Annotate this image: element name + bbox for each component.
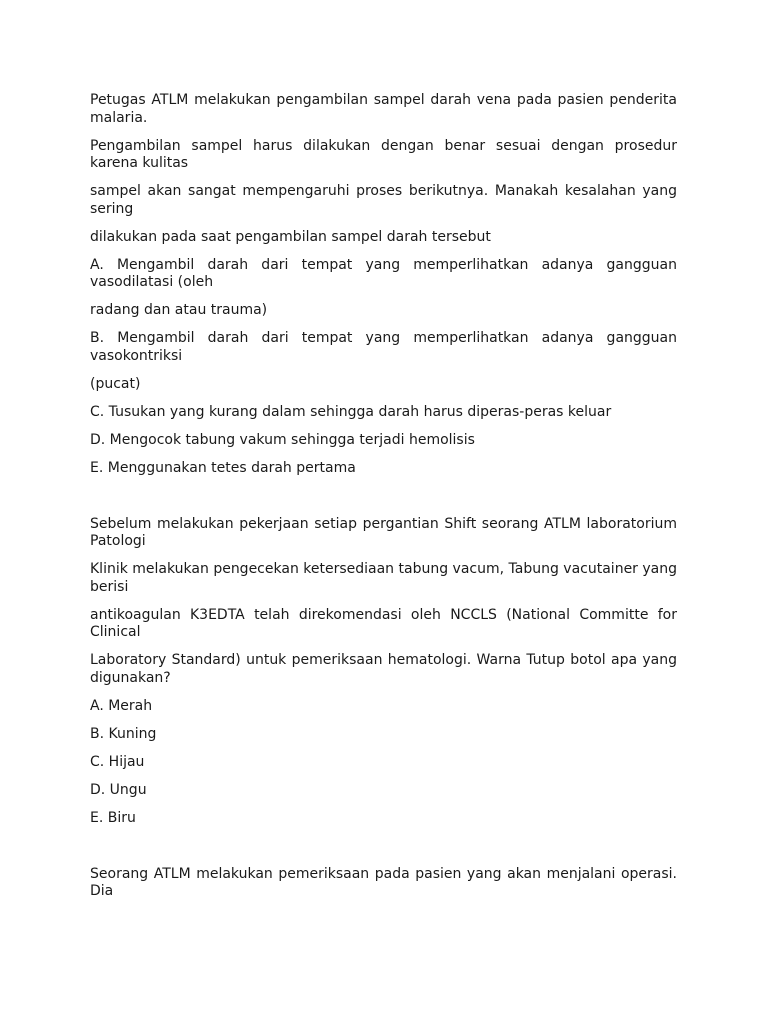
question-2-option-a: A. Merah <box>90 697 153 714</box>
question-1-option-b: B. Mengambil darah dari tempat yang memperlihatkan adanya gangguan vasokontriksi <box>90 330 677 364</box>
question-2-option-c: C. Hijau <box>90 753 145 770</box>
question-2-option-e: E. Biru <box>90 809 136 826</box>
question-1-option-b-cont: (pucat) <box>90 375 141 392</box>
question-2-option-b: B. Kuning <box>90 725 157 742</box>
question-2 <box>90 516 677 828</box>
spacer <box>90 488 677 516</box>
question-3 <box>90 866 677 901</box>
question-2-line-2: Klinik melakukan pengecekan ketersediaan tabung vacum, Tabung vacutainer yang berisi <box>90 561 678 595</box>
question-1-option-a-cont: radang dan atau trauma) <box>90 302 268 318</box>
question-1-line-1: Petugas ATLM melakukan pengambilan sampel darah vena pada pasien penderita malaria. <box>90 92 677 126</box>
question-2-line-3: antikoagulan K3EDTA telah direkomendasi oleh NCCLS (National Committe for Clinical <box>90 606 677 640</box>
question-1-option-a: A. Mengambil darah dari tempat yang memperlihatkan adanya gangguan vasodilatasi (oleh <box>90 256 677 290</box>
question-1-line-4: dilakukan pada saat pengambilan sampel darah tersebut <box>90 228 491 245</box>
question-2-line-4: Laboratory Standard) untuk pemeriksaan hematologi. Warna Tutup botol apa yang digunakan? <box>90 652 677 686</box>
question-1-option-e: E. Menggunakan tetes darah pertama <box>90 459 356 476</box>
question-2-option-d: D. Ungu <box>90 781 147 798</box>
question-1 <box>90 92 677 477</box>
question-2-line-1: Sebelum melakukan pekerjaan setiap pergantian Shift seorang ATLM laboratorium Patologi <box>90 515 677 549</box>
question-1-option-d: D. Mengocok tabung vakum sehingga terjadi hemolisis <box>90 431 475 448</box>
question-1-line-3: sampel akan sangat mempengaruhi proses berikutnya. Manakah kesalahan yang sering <box>90 183 677 217</box>
question-3-line-1: Seorang ATLM melakukan pemeriksaan pada pasien yang akan menjalani operasi. Dia <box>90 865 677 899</box>
document-page <box>90 92 677 911</box>
question-1-line-2: Pengambilan sampel harus dilakukan dengan benar sesuai dengan prosedur karena kulitas <box>90 137 677 171</box>
question-1-option-c: C. Tusukan yang kurang dalam sehingga darah harus diperas-peras keluar <box>90 403 612 420</box>
spacer <box>90 838 677 866</box>
